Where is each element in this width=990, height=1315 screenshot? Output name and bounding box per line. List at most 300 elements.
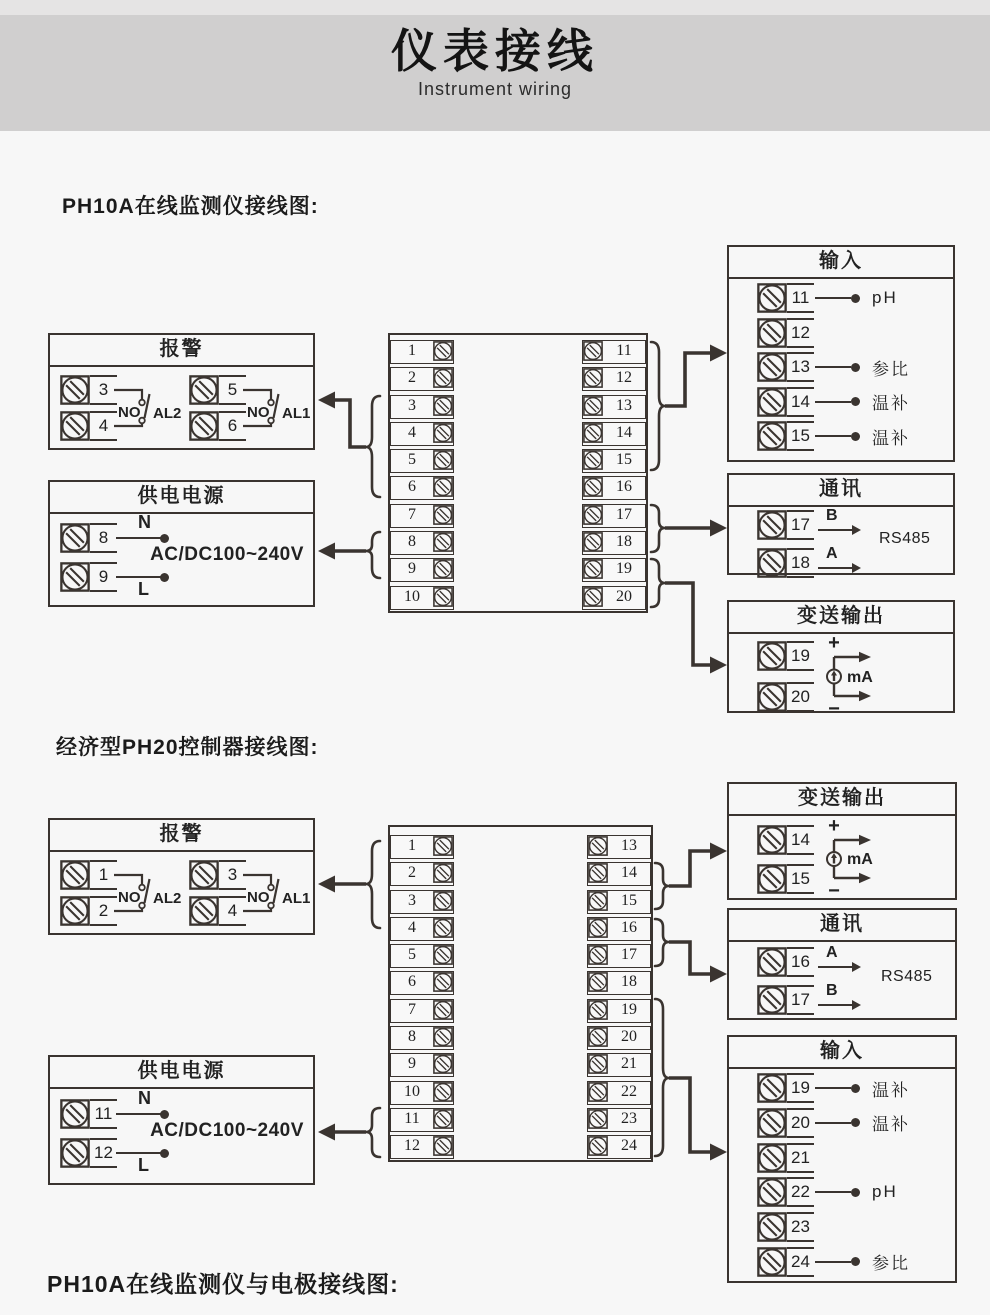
input-terminal-row — [757, 1143, 910, 1173]
screw-terminal-icon — [60, 860, 90, 890]
terminal-cell — [390, 1026, 454, 1050]
terminal-cell — [390, 340, 454, 364]
terminal-number: 11 — [90, 1099, 117, 1129]
connection-dot — [851, 1084, 860, 1093]
brace — [655, 863, 669, 909]
brace — [651, 505, 665, 552]
voltage-rating: AC/DC100~240V — [150, 1120, 304, 1141]
switch-blade — [274, 879, 279, 903]
screw-terminal-icon — [433, 559, 453, 579]
box-title: 输入 — [729, 1037, 955, 1069]
lead-wire — [815, 401, 851, 403]
screw-terminal-icon — [433, 1054, 453, 1074]
box-title: 供电电源 — [50, 482, 313, 514]
neutral-label: N — [138, 512, 151, 532]
d1-power-connection — [318, 532, 380, 578]
terminal-cell — [587, 917, 651, 941]
terminal — [757, 507, 862, 540]
terminal — [60, 896, 117, 926]
terminal-number: 13 — [621, 837, 637, 854]
screw-terminal-icon — [433, 918, 453, 938]
brace — [366, 1108, 380, 1157]
bus-line-label: A — [826, 944, 838, 961]
screw-terminal-icon — [588, 1054, 608, 1074]
screw-terminal-icon — [189, 896, 219, 926]
terminal-number: 17 — [787, 985, 814, 1015]
d2-comm-box — [727, 908, 957, 1020]
lead-wire — [815, 1087, 851, 1089]
terminal — [757, 864, 814, 894]
protocol-label: RS485 — [879, 530, 931, 547]
terminal — [60, 1099, 117, 1129]
terminal-number: 8 — [408, 533, 416, 551]
terminal — [757, 982, 862, 1015]
signal-label: 温补 — [872, 394, 910, 413]
lead-wire — [815, 435, 851, 437]
switch-blade — [274, 394, 279, 418]
terminal — [189, 411, 246, 441]
switch-blade — [145, 879, 150, 903]
terminal-number: 14 — [787, 387, 814, 417]
d1-power-box — [48, 480, 315, 607]
terminal-number: 14 — [621, 864, 637, 882]
terminal-number: 12 — [787, 318, 814, 348]
terminal-cell — [587, 999, 651, 1023]
terminal-cell — [582, 558, 646, 582]
terminal-number: 17 — [616, 505, 632, 523]
bus-line-label: A — [826, 545, 838, 562]
screw-terminal-icon — [757, 825, 787, 855]
brace — [655, 999, 669, 1156]
arrowhead — [859, 873, 871, 883]
terminal-number: 1 — [90, 860, 117, 890]
screw-terminal-icon — [433, 1136, 453, 1156]
arrowhead — [318, 543, 335, 560]
screw-terminal-icon — [757, 548, 787, 578]
terminal-cell — [390, 1135, 454, 1159]
arrow-line — [818, 567, 852, 569]
brace — [655, 919, 669, 966]
terminal — [757, 545, 862, 578]
signal-label: 温补 — [872, 1115, 910, 1135]
unit-label: mA — [847, 669, 873, 686]
relay-switch-symbol — [116, 860, 200, 926]
screw-terminal-icon — [588, 1000, 608, 1020]
terminal-cell — [390, 504, 454, 528]
brace — [366, 396, 380, 497]
switch-wire-bottom — [114, 424, 142, 427]
screw-terminal-icon — [757, 510, 787, 540]
terminal-cell — [390, 395, 454, 419]
diagram3-title: PH10A在线监测仪与电极接线图: — [47, 1271, 399, 1297]
terminal — [757, 682, 814, 712]
screw-terminal-icon — [583, 505, 603, 525]
screw-terminal-icon — [583, 423, 603, 443]
terminal-number: 4 — [408, 918, 416, 936]
terminal-column-right — [587, 835, 651, 1163]
terminal-number: 22 — [787, 1177, 814, 1207]
screw-terminal-icon — [583, 341, 603, 361]
terminal-number: 14 — [616, 423, 632, 441]
terminal-cell — [587, 1053, 651, 1077]
terminal-number: 9 — [90, 562, 117, 592]
screw-terminal-icon — [757, 283, 787, 313]
d1-output-connection — [651, 559, 727, 674]
arrowhead — [859, 835, 871, 845]
page-subtitle: Instrument wiring — [417, 78, 573, 99]
arrowhead — [710, 345, 727, 362]
screw-terminal-icon — [583, 587, 603, 607]
screw-terminal-icon — [757, 1247, 787, 1277]
contact-type-label: NO — [118, 889, 141, 906]
terminal-number: 24 — [787, 1247, 814, 1277]
input-terminal-row — [757, 283, 910, 313]
arrowhead — [710, 1144, 727, 1161]
switch-wire-bottom — [243, 909, 271, 912]
terminal-number: 5 — [219, 375, 246, 405]
unit-label: mA — [847, 851, 873, 868]
alarm-channel-label: AL2 — [153, 405, 182, 422]
terminal-number: 2 — [90, 896, 117, 926]
terminal-number: 5 — [408, 451, 416, 469]
connection-dot — [160, 573, 169, 582]
signal-arrow — [814, 944, 862, 977]
terminal-number: 11 — [616, 342, 632, 359]
terminal-number: 18 — [616, 533, 632, 551]
diagram2-title: 经济型PH20控制器接线图: — [56, 736, 319, 759]
terminal-number: 13 — [787, 352, 814, 382]
input-rows — [757, 283, 910, 456]
screw-terminal-icon — [60, 562, 90, 592]
screw-terminal-icon — [588, 945, 608, 965]
connection-dot — [851, 432, 860, 441]
terminal-number: 7 — [408, 505, 416, 523]
page-title: 仪表接线 — [391, 25, 599, 77]
signal-label: pH — [872, 288, 898, 307]
input-terminal-row — [757, 421, 910, 451]
screw-terminal-icon — [757, 985, 787, 1015]
lead-wire — [815, 1261, 851, 1263]
screw-terminal-icon — [433, 1027, 453, 1047]
diagram1-title: PH10A在线监测仪接线图: — [62, 195, 319, 218]
terminal-number: 24 — [621, 1137, 637, 1155]
terminal-cell — [587, 862, 651, 886]
terminal-cell — [390, 944, 454, 968]
signal-label: 温补 — [872, 1080, 910, 1100]
signal-arrow — [814, 507, 862, 540]
screw-terminal-icon — [433, 587, 453, 607]
screw-terminal-icon — [588, 1136, 608, 1156]
minus-sign: − — [828, 698, 840, 720]
lead-wire — [815, 366, 851, 368]
switch-wire-bottom — [243, 424, 271, 427]
terminal-cell — [390, 917, 454, 941]
terminal-number: 11 — [787, 283, 814, 313]
terminal-number: 4 — [408, 423, 416, 441]
screw-terminal-icon — [583, 396, 603, 416]
terminal — [189, 375, 246, 405]
terminal-cell — [582, 476, 646, 500]
terminal-cell — [582, 422, 646, 446]
terminal-number: 3 — [408, 396, 416, 414]
terminal-number: 17 — [621, 946, 637, 964]
d2-input-box — [727, 1035, 957, 1283]
terminal-number: 20 — [621, 1028, 637, 1046]
d2-comm-connection — [655, 919, 727, 983]
box-title: 供电电源 — [50, 1057, 313, 1089]
terminal-number: 6 — [408, 973, 416, 991]
arrowhead — [859, 652, 871, 662]
terminal-number: 15 — [787, 864, 814, 894]
terminal-number: 23 — [787, 1212, 814, 1242]
screw-terminal-icon — [588, 891, 608, 911]
arrowhead — [710, 966, 727, 983]
terminal-number: 8 — [408, 1028, 416, 1046]
terminal-number: 19 — [787, 1073, 814, 1103]
terminal-cell — [390, 890, 454, 914]
terminal-number: 23 — [621, 1109, 637, 1127]
terminal-number: 9 — [408, 1055, 416, 1073]
switch-wire-top — [114, 875, 142, 885]
terminal — [757, 944, 862, 977]
input-terminal-row — [757, 1177, 910, 1207]
screw-terminal-icon — [757, 318, 787, 348]
switch-blade — [145, 394, 150, 418]
signal-label: pH — [872, 1182, 898, 1202]
terminal-number: 2 — [408, 369, 416, 387]
box-title: 报警 — [50, 335, 313, 367]
screw-terminal-icon — [433, 341, 453, 361]
terminal-number: 13 — [616, 396, 632, 414]
box-title: 通讯 — [729, 475, 953, 507]
terminal-cell — [587, 1135, 651, 1159]
d1-comm-connection — [651, 505, 727, 552]
terminal-cell — [582, 367, 646, 391]
connection-dot — [851, 397, 860, 406]
screw-terminal-icon — [583, 559, 603, 579]
screw-terminal-icon — [433, 863, 453, 883]
signal-arrow — [814, 545, 862, 578]
screw-terminal-icon — [433, 505, 453, 525]
terminal-cell — [390, 1108, 454, 1132]
terminal-cell — [582, 531, 646, 555]
terminal-number: 15 — [787, 421, 814, 451]
d2-input-connection — [655, 999, 727, 1161]
terminal-cell — [587, 944, 651, 968]
terminal-number: 9 — [408, 560, 416, 578]
arrow-line — [818, 966, 852, 968]
terminal-number: 15 — [621, 891, 637, 909]
terminal-number: 3 — [408, 891, 416, 909]
alarm-relay-pair — [189, 860, 339, 926]
signal-label: 温补 — [872, 428, 910, 448]
terminal-cell — [582, 504, 646, 528]
terminal — [60, 523, 117, 553]
wire — [665, 353, 711, 406]
screw-terminal-icon — [60, 375, 90, 405]
alarm-channel-label: AL1 — [282, 890, 311, 907]
alarm-channel-label: AL2 — [153, 890, 182, 907]
terminal-number: 12 — [616, 369, 632, 387]
box-title: 变送输出 — [729, 602, 953, 634]
live-label: L — [138, 1155, 149, 1175]
bus-line-label: B — [826, 982, 838, 999]
terminal-cell — [390, 971, 454, 995]
terminal-cell — [390, 835, 454, 859]
current-output-symbol — [813, 814, 963, 906]
voltage-rating: AC/DC100~240V — [150, 544, 304, 565]
terminal-number: 18 — [621, 973, 637, 991]
neutral-label: N — [138, 1088, 151, 1108]
terminal-cell — [587, 1026, 651, 1050]
screw-terminal-icon — [433, 532, 453, 552]
screw-terminal-icon — [588, 863, 608, 883]
screw-terminal-icon — [757, 1143, 787, 1173]
screw-terminal-icon — [588, 918, 608, 938]
screw-terminal-icon — [588, 1109, 608, 1129]
screw-terminal-icon — [588, 836, 608, 856]
connection-dot — [851, 1188, 860, 1197]
terminal-number: 19 — [621, 1000, 637, 1018]
terminal-number: 15 — [616, 451, 632, 469]
switch-wire-top — [114, 390, 142, 400]
screw-terminal-icon — [583, 450, 603, 470]
terminal-number: 16 — [616, 478, 632, 496]
terminal-cell — [587, 835, 651, 859]
terminal — [757, 825, 814, 855]
screw-terminal-icon — [588, 1027, 608, 1047]
box-title: 通讯 — [729, 910, 955, 942]
terminal-cell — [390, 999, 454, 1023]
alarm-channel-label: AL1 — [282, 405, 311, 422]
box-title: 输入 — [729, 247, 953, 279]
screw-terminal-icon — [433, 368, 453, 388]
wire — [665, 583, 711, 665]
terminal — [60, 860, 117, 890]
terminal-number: 22 — [621, 1082, 637, 1100]
power-wire — [116, 1113, 162, 1115]
terminal-number: 10 — [404, 587, 420, 605]
box-title: 报警 — [50, 820, 313, 852]
terminal-cell — [390, 449, 454, 473]
screw-terminal-icon — [189, 411, 219, 441]
signal-arrow — [814, 982, 862, 1015]
relay-switch-symbol — [116, 375, 200, 441]
plus-sign: + — [828, 815, 840, 837]
connection-dot — [160, 1110, 169, 1119]
d2-alarm-box — [48, 818, 315, 935]
terminal — [60, 562, 117, 592]
screw-terminal-icon — [757, 352, 787, 382]
arrowhead — [710, 520, 727, 537]
screw-terminal-icon — [433, 450, 453, 470]
terminal-number: 5 — [408, 946, 416, 964]
terminal-number: 21 — [621, 1055, 637, 1073]
arrowhead — [710, 657, 727, 674]
arrow-line — [818, 529, 852, 531]
screw-terminal-icon — [433, 891, 453, 911]
wire — [669, 1078, 711, 1152]
brace — [366, 532, 380, 578]
contact-type-label: NO — [118, 404, 141, 421]
d1-comm-box — [727, 473, 955, 575]
screw-terminal-icon — [60, 896, 90, 926]
screw-terminal-icon — [60, 411, 90, 441]
terminal-number: 3 — [90, 375, 117, 405]
alarm-relay-pair — [60, 375, 210, 441]
d1-alarm-box — [48, 333, 315, 450]
arrowhead — [318, 1124, 335, 1141]
terminal-number: 19 — [787, 641, 814, 671]
relay-switch-symbol — [245, 860, 329, 926]
input-terminal-row — [757, 387, 910, 417]
screw-terminal-icon — [433, 1082, 453, 1102]
input-terminal-row — [757, 1108, 910, 1138]
terminal-number: 20 — [787, 1108, 814, 1138]
terminal — [757, 641, 814, 671]
terminal — [60, 1138, 117, 1168]
header-band — [0, 15, 990, 131]
input-terminal-row — [757, 352, 910, 382]
screw-terminal-icon — [757, 682, 787, 712]
terminal — [60, 411, 117, 441]
d2-terminal-block — [388, 825, 653, 1162]
wire — [669, 942, 711, 974]
screw-terminal-icon — [588, 972, 608, 992]
terminal-cell — [390, 1081, 454, 1105]
contact-type-label: NO — [247, 404, 270, 421]
live-label: L — [138, 579, 149, 599]
screw-terminal-icon — [583, 368, 603, 388]
terminal — [189, 860, 246, 890]
terminal — [189, 896, 246, 926]
top-strip — [0, 0, 990, 15]
d1-terminal-block — [388, 333, 648, 613]
terminal-number: 8 — [90, 523, 117, 553]
d1-input-connection — [651, 342, 727, 470]
connection-dot — [160, 1149, 169, 1158]
terminal-cell — [582, 340, 646, 364]
screw-terminal-icon — [757, 421, 787, 451]
screw-terminal-icon — [757, 1108, 787, 1138]
terminal-number: 12 — [404, 1137, 420, 1155]
d2-power-box — [48, 1055, 315, 1185]
terminal-cell — [587, 1108, 651, 1132]
terminal-cell — [587, 971, 651, 995]
terminal-number: 2 — [408, 864, 416, 882]
screw-terminal-icon — [757, 947, 787, 977]
terminal-number: 3 — [219, 860, 246, 890]
plus-sign: + — [828, 632, 840, 654]
terminal — [60, 375, 117, 405]
terminal-number: 12 — [90, 1138, 117, 1168]
connection-dot — [160, 534, 169, 543]
terminal-cell — [390, 1053, 454, 1077]
minus-sign: − — [828, 880, 840, 902]
screw-terminal-icon — [433, 836, 453, 856]
screw-terminal-icon — [583, 532, 603, 552]
terminal-number: 20 — [787, 682, 814, 712]
signal-label: 参比 — [872, 1254, 910, 1274]
switch-wire-top — [243, 390, 271, 400]
terminal-number: 16 — [787, 947, 814, 977]
d1-output-box — [727, 600, 955, 720]
brace — [651, 342, 665, 470]
d2-output-connection — [655, 843, 727, 910]
terminal-cell — [390, 422, 454, 446]
screw-terminal-icon — [433, 423, 453, 443]
power-wire — [116, 1152, 162, 1154]
